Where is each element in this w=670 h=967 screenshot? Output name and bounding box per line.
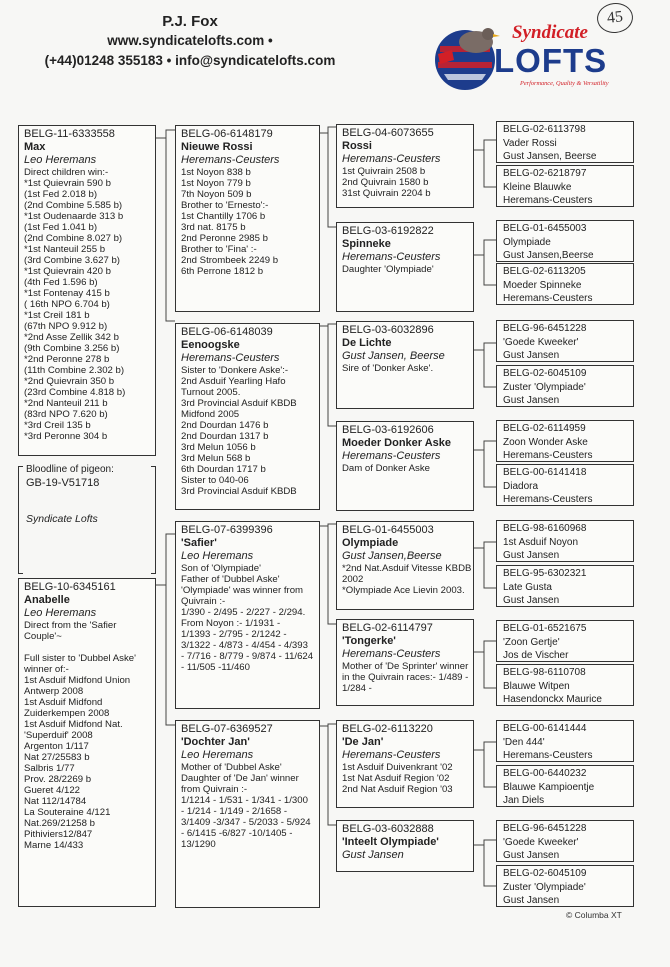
ring-number: BELG-03-6032888 [342,823,434,835]
result-line: (2nd Combine 5.585 b) [24,200,123,211]
ring-number: BELG-02-6113220 [342,723,433,735]
pigeon-name: 'Goede Kweeker' [503,336,579,348]
pigeon-name: Olympiade [342,537,399,549]
ring-number: BELG-10-6345161 [24,581,116,593]
results-list [342,762,468,795]
result-line: Pithiviers12/847 [24,829,93,840]
pigeon-name: 'Goede Kweeker' [503,836,579,848]
pigeon-card[interactable] [336,619,474,706]
pigeon-card[interactable] [496,820,634,862]
pigeon-card[interactable] [496,765,634,807]
pigeon-card[interactable] [496,320,634,362]
pigeon-card[interactable] [175,323,320,510]
bloodline-caption: Bloodline of pigeon: [26,464,114,475]
result-line: 2nd Quivrain 1580 b [342,177,429,188]
results-list [24,167,150,442]
pigeon-card[interactable] [496,520,634,562]
breeder-name: Heremans-Ceusters [342,450,441,462]
result-line: (1st Fed 1.041 b) [24,222,98,233]
breeder-name: Leo Heremans [181,749,254,761]
result-line: (83rd NPO 7.620 b) [24,409,108,420]
pigeon-name: Moeder Spinneke [503,279,582,291]
breeder-name: Gust Jansen [503,350,560,361]
ring-number: BELG-96-6451228 [503,323,587,334]
result-line: from Quivrain :- [181,784,248,795]
result-line: *1st Quievrain 420 b [24,266,111,277]
ring-number: BELG-02-6114959 [503,423,586,434]
result-line: 3rd Provincial Asduif KBDB [181,486,297,497]
result-line: Daughter 'Olympiade' [342,264,434,275]
result-line: *3rd Creil 135 b [24,420,91,431]
breeder-name: Heremans-Ceusters [503,195,593,206]
ring-number: BELG-02-6113798 [503,124,586,135]
pigeon-card[interactable] [175,125,320,312]
pigeon-name: 'Dochter Jan' [181,736,250,748]
pigeon-name: Zuster 'Olympiade' [503,881,586,893]
result-line: 3rd Provincial Asduif KBDB [181,398,297,409]
result-line: Son of 'Olympiade' [181,563,261,574]
result-line: (4th Fed 1.596 b) [24,277,98,288]
result-line: 6th Dourdan 1717 b [181,464,266,475]
breeder-name: Gust Jansen,Beerse [342,550,442,562]
result-line: 1/1214 - 1/531 - 1/341 - 1/300 [181,795,308,806]
ring-number: BELG-03-6192606 [342,424,434,436]
result-line: (9th Combine 3.256 b) [24,343,120,354]
result-line: Mother of 'De Sprinter' winner [342,661,469,672]
result-line: Daughter of 'De Jan' winner [181,773,299,784]
result-line: winner of:- [24,664,69,675]
pigeon-card[interactable] [496,565,634,607]
page-number: 45 [596,1,635,35]
breeder-name: Gust Jansen [503,395,560,406]
result-line: La Souteraine 4/121 [24,807,111,818]
result-line: *2nd Peronne 278 b [24,354,110,365]
result-line: Direct from the 'Safier [24,620,117,631]
ring-number: BELG-01-6455003 [503,223,587,234]
result-line: *2nd Asse Zellik 342 b [24,332,119,343]
bloodline-box [18,466,156,574]
breeder-name: Gust Jansen [503,595,560,606]
result-line: Midfond 2005 [181,409,240,420]
ring-number: BELG-00-6141444 [503,723,587,734]
contact-line: (+44)01248 355183 • info@syndicatelofts.com [44,53,336,68]
pigeon-name: 'Safier' [181,537,217,549]
result-line: - 11/505 -11/460 [181,662,250,673]
breeder-name: Gust Jansen [342,849,404,861]
breeder-name: Gust Jansen, Beerse [342,350,445,362]
result-line: 1/390 - 2/495 - 2/227 - 2/294. [181,607,306,618]
result-line: 'Superduif' 2008 [24,730,93,741]
result-line: Salbris 1/77 [24,763,75,774]
breeder-name: Heremans-Ceusters [342,749,441,761]
ring-number: BELG-00-6440232 [503,768,587,779]
breeder-name: Gust Jansen [503,895,560,906]
ring-number: BELG-01-6521675 [503,623,587,634]
result-line: - 1/214 - 1/149 - 2/1658 - [181,806,288,817]
result-line: 1st Asduif Midfond Union [24,675,131,686]
result-line: Sister to 040-06 [181,475,249,486]
pigeon-name: 1st Asduif Noyon [503,536,579,548]
breeder-name: Gust Jansen [503,550,560,561]
pigeon-card[interactable] [336,321,474,409]
pigeon-name: Zuster 'Olympiade' [503,381,586,393]
breeder-name: Heremans-Ceusters [503,450,593,461]
result-line: Nat 27/25583 b [24,752,90,763]
pigeon-card[interactable] [496,865,634,907]
copyright-footer: © Columba XT [566,910,622,920]
logo-top-text: Syndicate [512,22,588,43]
result-line: *2nd Nat.Asduif Vitesse KBDB [342,563,472,574]
result-line: 2nd Asduif Yearling Hafo [181,376,286,387]
ring-number: BELG-07-6399396 [181,524,273,536]
result-line: 3rd Melun 568 b [181,453,251,464]
result-line: 1st Asduif Midfond [24,697,103,708]
result-line: 2nd Nat Asduif Region '03 [342,784,453,795]
pigeon-card[interactable] [496,420,634,462]
pigeon-name: 'Zoon Gertje' [503,636,560,648]
result-line: 2nd Dourdan 1476 b [181,420,269,431]
results-list [181,762,314,850]
result-line: 3/1409 -3/347 - 5/2033 - 5/924 [181,817,311,828]
breeder-name: Heremans-Ceusters [342,153,441,165]
ring-number: BELG-06-6148179 [181,128,273,140]
result-line: 3rd nat. 8175 b [181,222,246,233]
pigeon-name: 'Den 444' [503,736,545,748]
breeder-name: Leo Heremans [24,607,97,619]
pigeon-card[interactable] [336,421,474,511]
result-line: Brother to 'Ernesto':- [181,200,269,211]
result-line: 2002 [342,574,364,585]
bloodline-owner: Syndicate Lofts [26,513,98,525]
breeder-name: Jan Diels [503,795,545,806]
pigeon-card[interactable] [496,365,634,407]
website-line: www.syndicatelofts.com • [107,33,273,48]
pigeon-card[interactable] [336,521,474,610]
result-line: *1st Quievrain 590 b [24,178,111,189]
result-line: 1st Nat Asduif Region '02 [342,773,450,784]
pigeon-card[interactable] [175,720,320,908]
ring-number: BELG-02-6114797 [342,622,433,634]
pigeon-name: Blauwe Kampioentje [503,781,595,793]
result-line: Couple'~ [24,631,62,642]
result-line: 13/1290 [181,839,216,850]
ring-number: BELG-11-6333558 [24,128,115,140]
result-line: 31st Quivrain 2204 b [342,188,431,199]
ring-number: BELG-98-6110708 [503,667,586,678]
result-line: 1st Noyon 838 b [181,167,251,178]
result-line: Sire of 'Donker Aske'. [342,363,434,374]
pigeon-name: Olympiade [503,236,551,248]
pigeon-name: Blauwe Witpen [503,680,570,692]
pigeon-card[interactable] [336,124,474,208]
result-line: Direct children win:- [24,167,109,178]
results-list [342,166,468,199]
result-line: - 6/1415 -6/827 -10/1405 - [181,828,293,839]
result-line: 7th Noyon 509 b [181,189,252,200]
breeder-name: Heremans-Ceusters [503,750,593,761]
results-list [181,563,314,673]
ring-number: BELG-96-6451228 [503,823,587,834]
result-line: 1st Noyon 779 b [181,178,251,189]
result-line: Nat.269/21258 b [24,818,95,829]
result-line: Marne 14/433 [24,840,84,851]
breeder-name: Heremans-Ceusters [181,352,280,364]
pigeon-name: Kleine Blauwke [503,181,572,193]
pigeon-name: De Lichte [342,337,392,349]
results-list [342,661,468,694]
pigeon-card[interactable] [496,263,634,305]
pigeon-card[interactable] [496,720,634,762]
pigeon-card[interactable] [496,165,634,207]
pigeon-name: Late Gusta [503,581,552,593]
ring-number: BELG-02-6045109 [503,368,587,379]
pigeon-name: 'Inteelt Olympiade' [342,836,439,848]
result-line: 1st Chantilly 1706 b [181,211,266,222]
pigeon-card[interactable] [175,521,320,709]
pigeon-name: Nieuwe Rossi [181,141,253,153]
result-line: From Noyon :- 1/1931 - [181,618,281,629]
ring-number: BELG-03-6032896 [342,324,434,336]
breeder-name: Heremans-Ceusters [503,293,593,304]
breeder-name: Hasendonckx Maurice [503,694,602,705]
result-line: *1st Fontenay 415 b [24,288,110,299]
result-line: Quivrain :- [181,596,226,607]
results-list [342,363,468,374]
result-line: 'Olympiade' was winner from [181,585,304,596]
pigeon-name: Vader Rossi [503,137,557,149]
ring-number: BELG-06-6148039 [181,326,273,338]
ring-number: BELG-98-6160968 [503,523,587,534]
bloodline-ring: GB-19-V51718 [26,477,100,489]
results-list [181,167,314,277]
pigeon-name: Moeder Donker Aske [342,437,452,449]
pigeon-name: Rossi [342,140,372,152]
pigeon-card[interactable] [496,464,634,506]
results-list [181,365,314,497]
result-line: Mother of 'Dubbel Aske' [181,762,282,773]
pigeon-card[interactable] [336,820,474,872]
breeder-name: Gust Jansen, Beerse [503,151,597,162]
result-line: Brother to 'Fina' :- [181,244,257,255]
result-line: 1/1393 - 2/795 - 2/1242 - [181,629,287,640]
results-list [342,563,472,596]
result-line: 3rd Melun 1056 b [181,442,256,453]
result-line: *1st Oudenaarde 313 b [24,211,124,222]
ring-number: BELG-02-6045109 [503,868,587,879]
result-line: Prov. 28/2269 b [24,774,92,785]
result-line: Father of 'Dubbel Aske' [181,574,280,585]
result-line: Gueret 4/122 [24,785,81,796]
result-line: *1st Creil 181 b [24,310,90,321]
pigeon-card[interactable] [336,720,474,808]
result-line: Sister to 'Donkere Aske':- [181,365,289,376]
pigeon-name: 'De Jan' [342,736,384,748]
pigeon-name: Spinneke [342,238,391,250]
result-line: *Olympiade Ace Lievin 2003. [342,585,465,596]
result-line: 2nd Dourdan 1317 b [181,431,269,442]
breeder-name: Heremans-Ceusters [503,494,593,505]
result-line: in the Quivrain races:- 1/489 - [342,672,469,683]
result-line: (1st Fed 2.018 b) [24,189,98,200]
ring-number: BELG-07-6369527 [181,723,273,735]
breeder-name: Heremans-Ceusters [181,154,280,166]
pigeon-name: Eenoogske [181,339,240,351]
pigeon-name: Diadora [503,480,539,492]
result-line: (67th NPO 9.912 b) [24,321,108,332]
breeder-name: Heremans-Ceusters [342,648,441,660]
ring-number: BELG-00-6141418 [503,467,587,478]
result-line: - 7/716 - 8/779 - 9/874 - 11/624 [181,651,314,662]
breeder-name: P.J. Fox [162,13,218,30]
result-line: *2nd Quievrain 350 b [24,376,115,387]
result-line: (23rd Combine 4.818 b) [24,387,126,398]
results-list [24,620,150,851]
logo-main-text: LOFTS [494,42,608,79]
dam-pigeon-card[interactable] [18,578,156,907]
breeder-name: Gust Jansen,Beerse [503,250,594,261]
ring-number: BELG-02-6218797 [503,168,587,179]
pigeon-card[interactable] [336,222,474,312]
result-line: Zuiderkempen 2008 [24,708,110,719]
result-line: *3rd Peronne 304 b [24,431,108,442]
pigeon-name: Zoon Wonder Aske [503,436,588,448]
subject-pigeon-card[interactable] [18,125,156,456]
result-line [24,642,150,653]
result-line: 1st Quivrain 2508 b [342,166,426,177]
ring-number: BELG-95-6302321 [503,568,587,579]
result-line: ( 16th NPO 6.704 b) [24,299,110,310]
result-line: (3rd Combine 3.627 b) [24,255,120,266]
result-line: 1/284 - [342,683,372,694]
pigeon-name: Anabelle [24,594,70,606]
result-line: Dam of Donker Aske [342,463,430,474]
result-line: (2nd Combine 8.027 b) [24,233,123,244]
result-line: (11th Combine 2.302 b) [24,365,125,376]
results-list [342,264,468,275]
result-line: 1st Asduif Duivenkrant '02 [342,762,453,773]
breeder-name: Gust Jansen [503,850,560,861]
result-line: Nat 112/14784 [24,796,87,807]
result-line: *2nd Nanteuil 211 b [24,398,108,409]
result-line: 1st Asduif Midfond Nat. [24,719,123,730]
result-line: *1st Nanteuil 255 b [24,244,106,255]
pigeon-card[interactable] [496,220,634,262]
pigeon-card[interactable] [496,620,634,662]
pigeon-card[interactable] [496,121,634,163]
result-line: 6th Perrone 1812 b [181,266,264,277]
result-line: Full sister to 'Dubbel Aske' [24,653,136,664]
result-line: 2nd Peronne 2985 b [181,233,268,244]
results-list [342,463,468,474]
ring-number: BELG-01-6455003 [342,524,434,536]
result-line: Turnout 2005. [181,387,241,398]
pigeon-name: 'Tongerke' [342,635,396,647]
result-line: 3/1322 - 4/873 - 4/454 - 4/393 [181,640,308,651]
pigeon-card[interactable] [496,664,634,706]
pigeon-name: Max [24,141,46,153]
breeder-name: Leo Heremans [181,550,254,562]
breeder-name: Heremans-Ceusters [342,251,441,263]
result-line: Antwerp 2008 [24,686,84,697]
ring-number: BELG-04-6073655 [342,127,434,139]
result-line: Argenton 1/117 [24,741,89,752]
ring-number: BELG-03-6192822 [342,225,434,237]
result-line: 2nd Strombeek 2249 b [181,255,279,266]
breeder-name: Jos de Vischer [503,650,569,661]
breeder-name: Leo Heremans [24,154,97,166]
ring-number: BELG-02-6113205 [503,266,586,277]
logo-tagline: Performance, Quality & Versatility [520,80,609,87]
